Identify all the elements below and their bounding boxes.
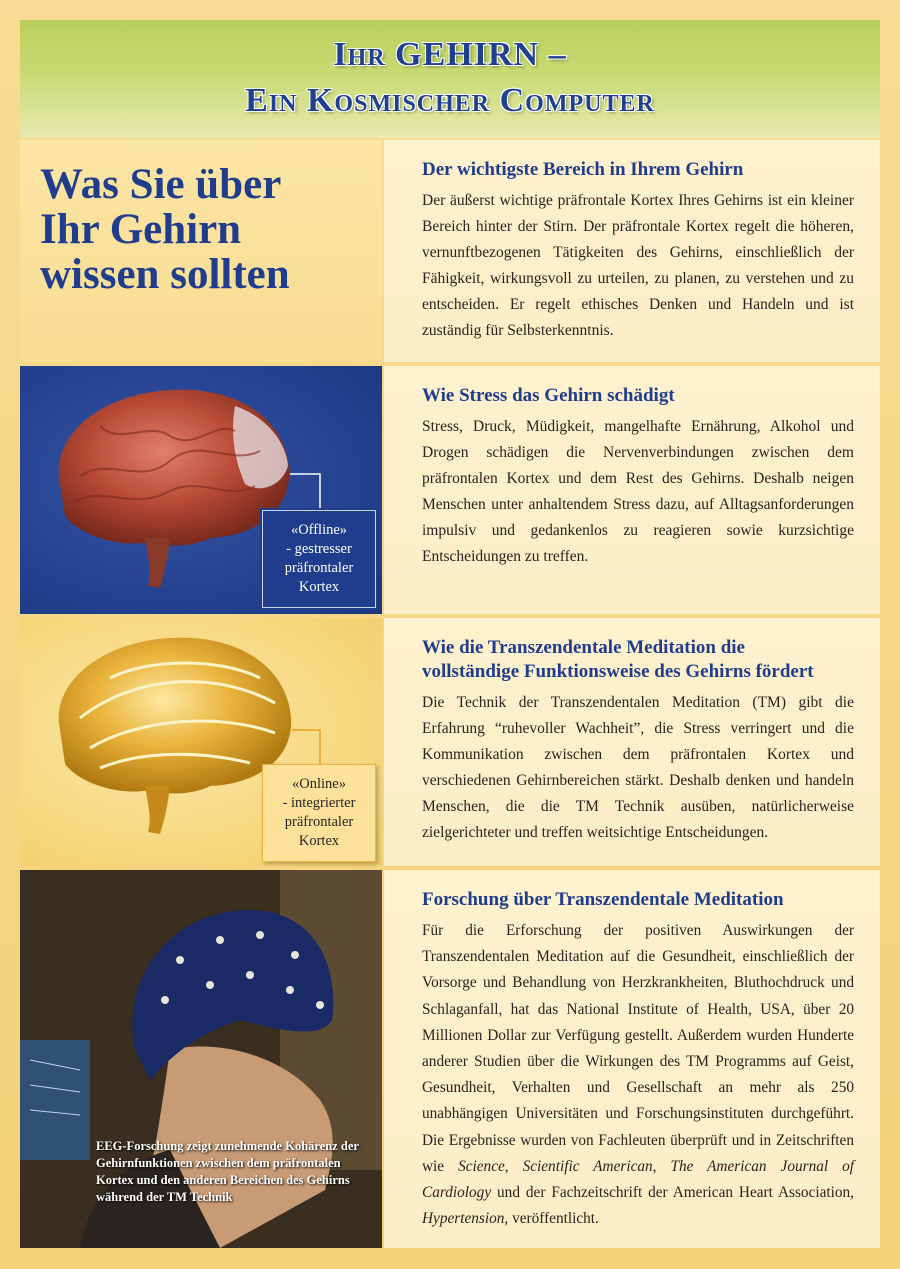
section-panel-4 bbox=[384, 870, 880, 1248]
online-label-line: präfrontaler bbox=[284, 814, 354, 830]
intro-title-line: Ihr Gehirn bbox=[40, 206, 242, 253]
offline-label-line: - gestresser bbox=[286, 541, 352, 557]
section-panel-3 bbox=[384, 618, 880, 866]
separator: , bbox=[504, 1157, 523, 1175]
stressed-brain-panel bbox=[20, 366, 382, 614]
journal-name: Scientific American bbox=[522, 1157, 653, 1175]
journal-name: Hypertension bbox=[422, 1210, 505, 1228]
section-panel-2 bbox=[384, 366, 880, 614]
intro-panel bbox=[20, 140, 382, 362]
section-text: Der äußerst wichtige präfrontale Kortex Ihres Gehirns ist ein kleiner Bereich hinter der Stirn. Der präfrontale Kortex regelt die höheren, vernunftbezogenen Tätigkeiten des Gehirns, einschließlich der Fähigkeit, wirkungsvoll zu urteilen, zu planen, zu verstehen und zu entscheiden. Er regelt ethisches Denken und Handeln und ist zuständig für Selbsterkenntnis. bbox=[422, 192, 854, 339]
journal-name: The American Journal of Cardiology bbox=[422, 1157, 854, 1202]
intro-title-line: wissen sollten bbox=[40, 251, 290, 298]
online-label-line: - integrierter bbox=[282, 795, 356, 811]
section-text: Stress, Druck, Müdigkeit, mangelhafte Ernährung, Alkohol und Drogen schädigen die Nervenverbindungen zwischen dem präfrontalen Kortex und dem Rest des Gehirns. Deshalb neigen Menschen unter anhaltendem Stress dazu, auf Alltagsanforderungen impulsiv und gedankenlos zu reagieren sowie kurzsichtige Entscheidungen zu treffen. bbox=[422, 418, 854, 565]
section-heading: Der wichtigste Bereich in Ihrem Gehirn bbox=[422, 159, 744, 180]
photo-caption: EEG-Forschung zeigt zunehmende Kohärenz der Gehirnfunktionen zwischen dem präfrontalen Kortex und den anderen Bereichen des Gehirns während der TM Technik bbox=[96, 1139, 359, 1204]
poster-header bbox=[20, 20, 880, 138]
intro-title bbox=[40, 162, 290, 297]
header-title-line2: Ein Kosmischer Computer bbox=[245, 82, 655, 119]
offline-label bbox=[262, 510, 376, 608]
section-heading-line: Wie die Transzendentale Meditation die bbox=[422, 637, 745, 658]
section-heading-line: vollständige Funktionsweise des Gehirns fördert bbox=[422, 661, 814, 682]
section-text-part: , veröffentlicht. bbox=[504, 1210, 599, 1228]
section-panel-1 bbox=[384, 140, 880, 362]
section-heading bbox=[422, 636, 854, 684]
integrated-brain-panel bbox=[20, 618, 382, 866]
separator: , bbox=[652, 1157, 671, 1175]
section-heading: Forschung über Transzendentale Meditation bbox=[422, 889, 784, 910]
online-label-line: Kortex bbox=[298, 833, 340, 849]
offline-label-line: präfrontaler bbox=[284, 560, 354, 576]
online-label-line: «Online» bbox=[292, 776, 346, 792]
section-row-1 bbox=[20, 140, 880, 362]
header-title-line1: Ihr GEHIRN – bbox=[333, 36, 567, 73]
section-heading: Wie Stress das Gehirn schädigt bbox=[422, 385, 675, 406]
section-row-2 bbox=[20, 366, 880, 614]
section-row-4 bbox=[20, 870, 880, 1248]
section-row-3 bbox=[20, 618, 880, 866]
eeg-photo bbox=[20, 870, 382, 1248]
section-text-part: Für die Erforschung der positiven Auswirkungen der Transzendentalen Meditation auf die Gesundheit, einschließlich der Vorsorge und Behandlung von Herzkrankheiten, Bluthochdruck und Schlaganfall, hat das National Institute of Health, USA, über 20 Millionen Dollar zur Verfügung gestellt. Außerdem wurden Hunderte anderer Studien über die Wirkungen des TM Programms auf Geist, Gesundheit, Verhalten und Gesellschaft an mehr als 250 unabhängigen Universitäten und Forschungsinstituten durchgeführt. Die Ergebnisse wurden von Fachleuten überprüft und in Zeitschriften wie bbox=[422, 922, 854, 1175]
intro-title-line: Was Sie über bbox=[40, 161, 282, 208]
section-text: Die Technik der Transzendentalen Meditation (TM) gibt die Erfahrung “ruhevoller Wachheit”, die Stress verringert und die Kommunikation zwischen dem präfrontalen Kortex und verschiedenen Gehirnbereichen stärkt. Deshalb denken und handeln Menschen, die die TM Technik ausüben, natürlicherweise zielgerichteter und treffen weitsichtige Entscheidungen. bbox=[422, 694, 854, 841]
journal-name: Science bbox=[458, 1157, 505, 1175]
section-text-part: und der Fachzeitschrift der American Heart Association, bbox=[491, 1184, 854, 1202]
online-label bbox=[262, 764, 376, 862]
section-text bbox=[422, 918, 854, 1232]
offline-label-line: Kortex bbox=[298, 579, 340, 595]
offline-label-line: «Offline» bbox=[290, 522, 348, 538]
